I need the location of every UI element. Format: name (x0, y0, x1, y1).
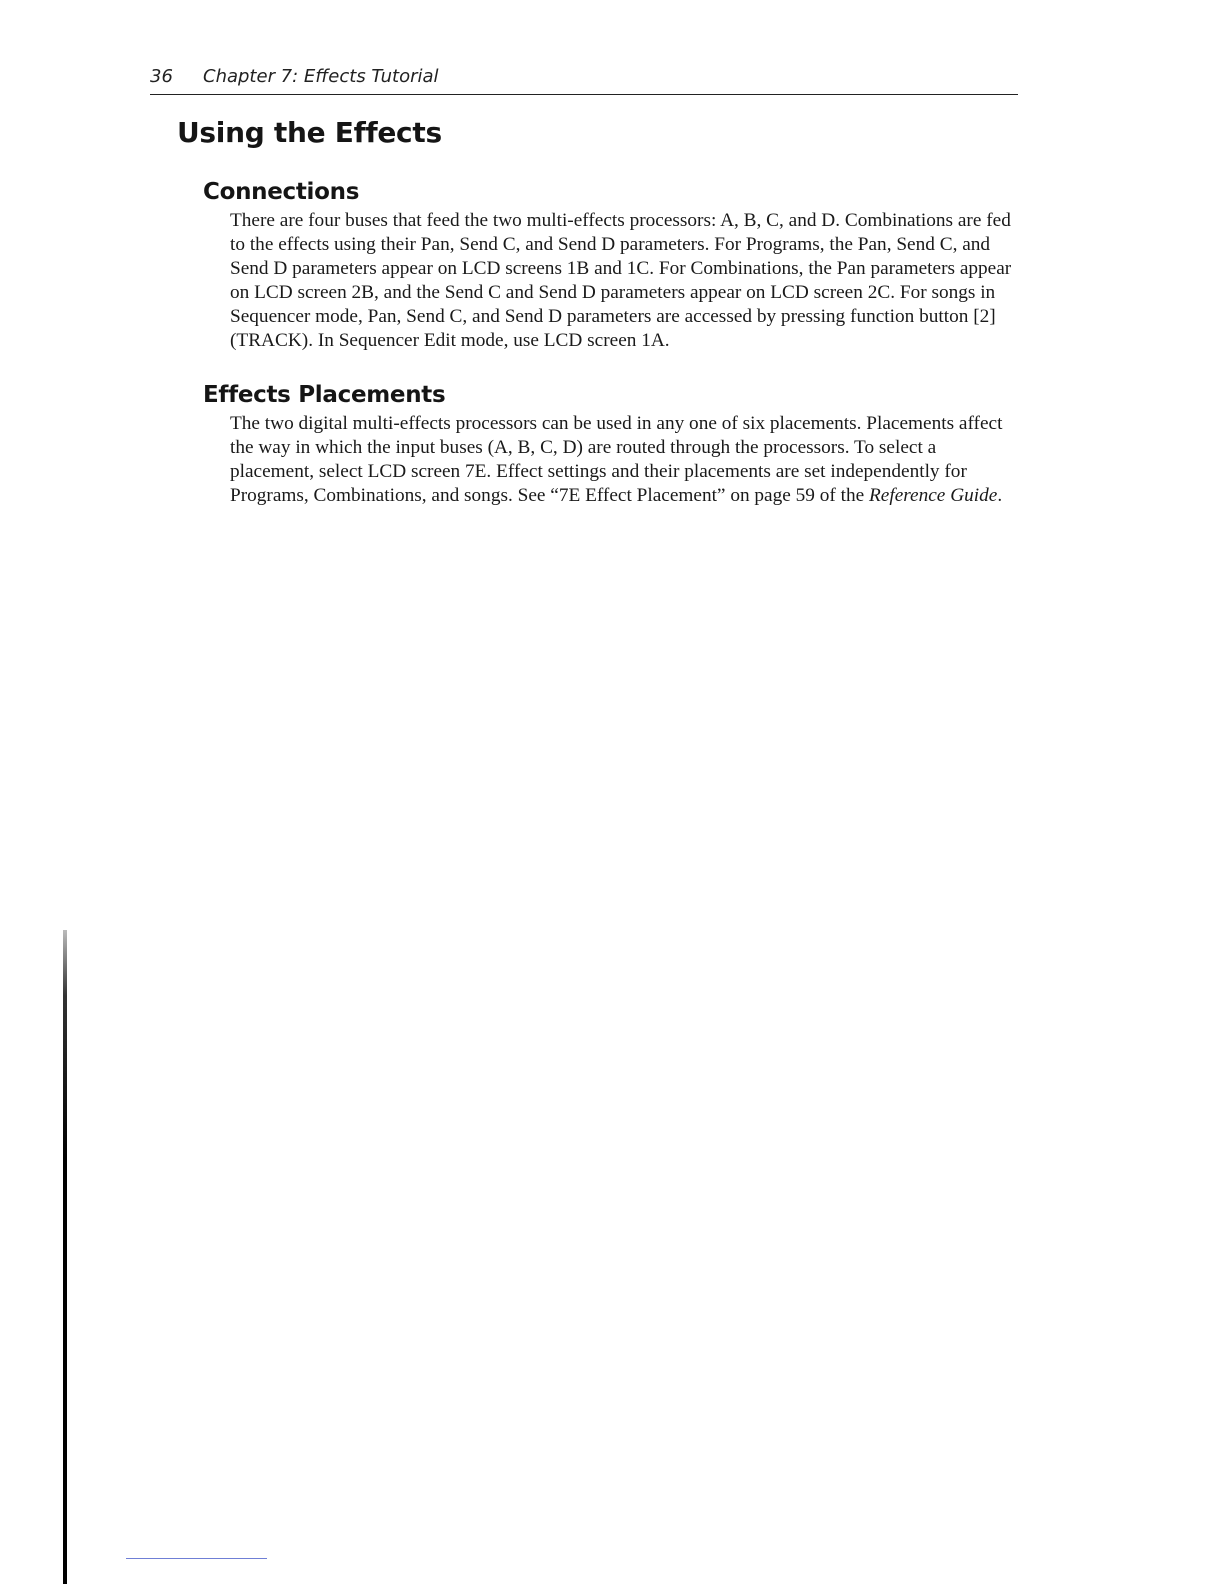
connections-paragraph: There are four buses that feed the two multi-effects processors: A, B, C, and D. Combinations are fed to the effects using their Pan, Send C, and Send D parameters. For Programs, the Pan, Send C, and Send D parameters appear on LCD screens 1B and 1C. For Combinations, the Pan parameters appear on LCD screen 2B, and the Send C and Send D parameters appear on LCD screen 2C. For songs in Sequencer mode, Pan, Send C, and Send D parameters are accessed by pressing function button [2] (TRACK). In Sequencer Edit mode, use LCD screen 1A. (230, 210, 1012, 351)
reference-guide-title: Reference Guide (869, 485, 998, 506)
connections-heading: Connections (203, 179, 360, 205)
running-header (150, 64, 1018, 95)
effects-placements-heading: Effects Placements (203, 382, 446, 408)
chapter-title: Chapter 7: Effects Tutorial (203, 66, 439, 87)
sentence-end: . (997, 485, 1003, 506)
effects-placements-text: The two digital multi-effects processors can be used in any one of six placements. Placements affect the way in which the input buses (A, B, C, D) are routed through the processors. To select a placement, select LCD screen 7E. Effect settings and their placements are set independently for Programs, Combinations, and songs. See “7E Effect Placement” on page 59 of the (230, 413, 1003, 506)
section-title: Using the Effects (177, 116, 442, 149)
scan-binding-edge (63, 930, 67, 1584)
page-number: 36 (150, 66, 173, 87)
footer-rule (126, 1558, 267, 1559)
effects-placements-paragraph (230, 412, 1020, 508)
